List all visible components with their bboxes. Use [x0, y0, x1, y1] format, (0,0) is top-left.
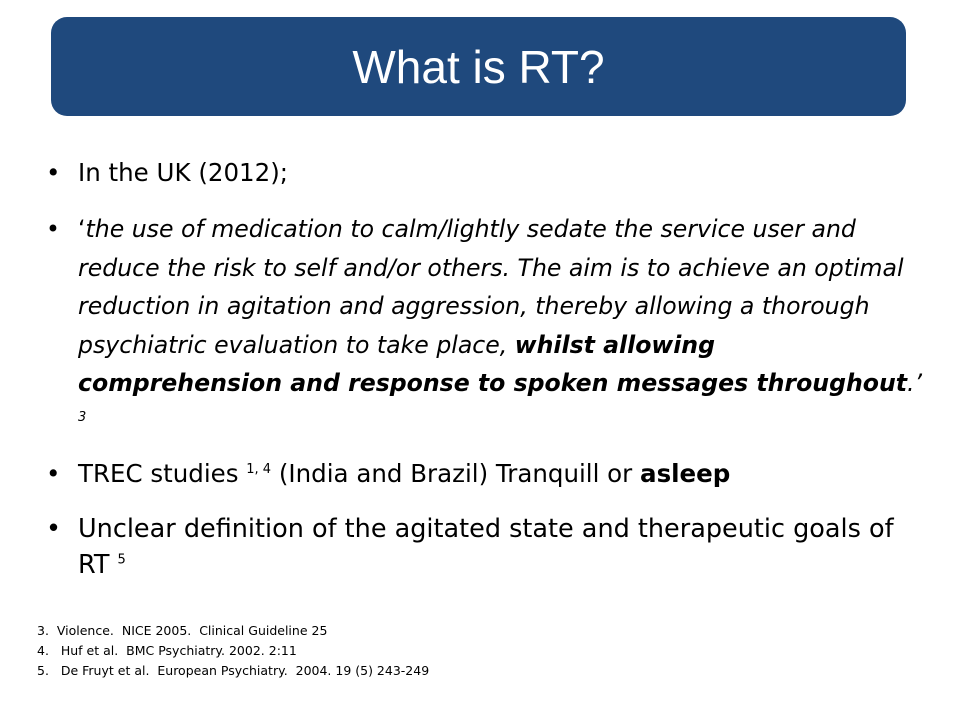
- unclear-text: Unclear definition of the agitated state and therapeutic goals of RT: [78, 514, 894, 580]
- trec-pre-text: TREC studies: [78, 459, 247, 488]
- quote-close: .’: [907, 369, 923, 397]
- bullet-text: In the UK (2012);: [78, 158, 289, 187]
- reference-superscript: 5: [117, 552, 126, 568]
- quote-open: ‘: [78, 215, 86, 243]
- bullet-dot-icon: •: [46, 215, 60, 243]
- bullet-dot-icon: •: [46, 514, 62, 544]
- references-list: [37, 621, 429, 681]
- reference-item: 4. Huf et al. BMC Psychiatry. 2002. 2:11: [37, 643, 297, 658]
- title-banner: [51, 17, 906, 116]
- quote-bold-text: whilst allowing comprehension and response to spoken messages throughout: [78, 330, 908, 397]
- bullet-dot-icon: •: [46, 158, 61, 187]
- trec-bold-text: asleep: [640, 459, 731, 488]
- reference-superscript: 1, 4: [246, 461, 272, 477]
- bullet-trec-studies: [46, 455, 926, 493]
- bullet-unclear-definition: [46, 511, 926, 583]
- bullet-uk-2012: [46, 154, 926, 192]
- bullet-list: [46, 150, 926, 583]
- trec-mid-text: (India and Brazil) Tranquill or: [271, 459, 641, 488]
- bullet-definition-quote: [46, 210, 926, 441]
- bullet-dot-icon: •: [46, 459, 61, 488]
- slide-title: What is RT?: [352, 40, 605, 93]
- reference-superscript: 3: [78, 409, 87, 425]
- reference-item: 3. Violence. NICE 2005. Clinical Guideline 25: [37, 623, 328, 638]
- quote-italic-text: the use of medication to calm/lightly sedate the service user and reduce the risk to self and/or others. The aim is to achieve an optimal reduction in agitation and aggression, thereby allowing a thorough psychiatric evaluation to take place,: [78, 215, 904, 359]
- reference-item: 5. De Fruyt et al. European Psychiatry. 2004. 19 (5) 243-249: [37, 663, 430, 678]
